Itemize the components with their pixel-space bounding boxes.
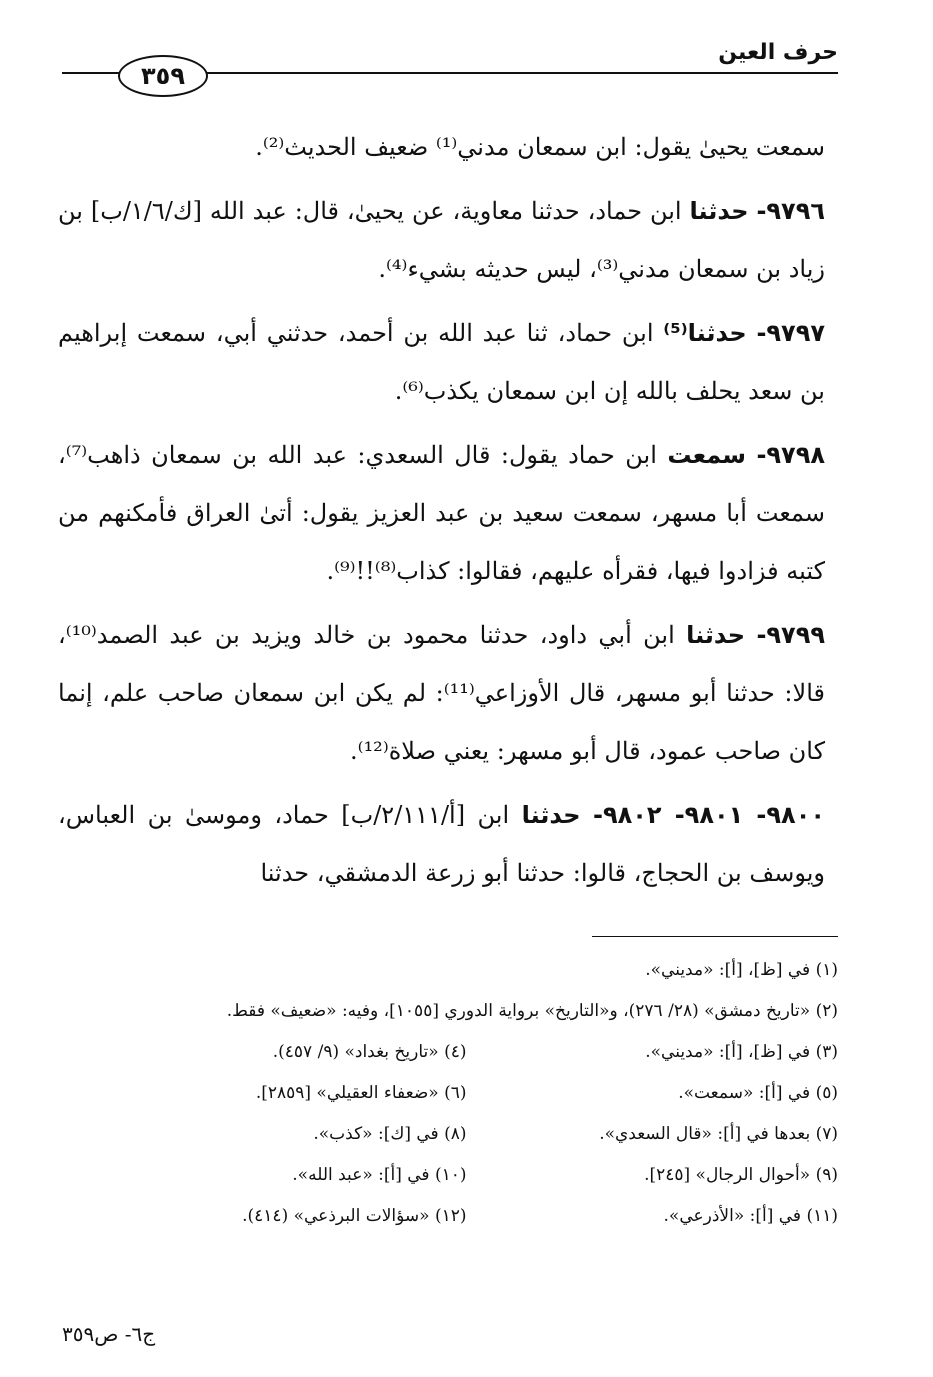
main-text bbox=[58, 118, 825, 908]
paragraph-continuation bbox=[58, 118, 825, 176]
footnotes bbox=[95, 950, 838, 1237]
hadith-number: ٩٧٩٧- bbox=[756, 319, 825, 347]
footnote-8: (٨) في [ك]: «كذب». bbox=[313, 1124, 467, 1144]
hadith-9799 bbox=[58, 606, 825, 780]
footnote-6: (٦) «ضعفاء العقيلي» [٢٨٥٩]. bbox=[255, 1083, 467, 1103]
footnote-11: (١١) في [أ]: «الأذرعي». bbox=[663, 1206, 838, 1226]
paragraph-text: ابن [أ/٢/١١١/ب] حماد، وموسىٰ بن العباس، ويوسف بن الحجاج، قالوا: حدثنا أبو زرعة الدمشقي، حدثنا bbox=[58, 801, 825, 887]
paragraph-text: ابن أبي داود، حدثنا محمود بن خالد ويزيد بن عبد الصمد⁽¹⁰⁾، قالا: حدثنا أبو مسهر، قال الأوزاعي⁽¹¹⁾: لم يكن ابن سمعان صاحب علم، إنما كان صاحب عمود، قال أبو مسهر: يعني صلاة⁽¹²⁾. bbox=[58, 621, 825, 765]
hadith-keyword: حدثنا bbox=[521, 801, 581, 829]
footnote-row bbox=[95, 1155, 838, 1196]
footnote-2: (٢) «تاريخ دمشق» (٢٨/ ٢٧٦)، و«التاريخ» برواية الدوري [١٠٥٥]، وفيه: «ضعيف» فقط. bbox=[226, 1001, 838, 1021]
hadith-number: ٩٧٩٦- bbox=[756, 197, 825, 225]
footnote-4: (٤) «تاريخ بغداد» (٩/ ٤٥٧). bbox=[272, 1042, 467, 1062]
footnote-5: (٥) في [أ]: «سمعت». bbox=[678, 1083, 838, 1103]
footnote-7: (٧) بعدها في [أ]: «قال السعدي». bbox=[599, 1124, 838, 1144]
hadith-9796 bbox=[58, 182, 825, 298]
footnote-1: (١) في [ظ]، [أ]: «مديني». bbox=[645, 960, 838, 980]
paragraph-text: ابن حماد، ثنا عبد الله بن أحمد، حدثني أبي، سمعت إبراهيم بن سعد يحلف بالله إن ابن سمعان يكذب⁽⁶⁾. bbox=[58, 319, 825, 405]
paragraph-text: ابن حماد يقول: قال السعدي: عبد الله بن سمعان ذاهب⁽⁷⁾، سمعت أبا مسهر، سمعت سعيد بن عبد العزيز يقول: أتىٰ العراق فأمكنهم من كتبه فزادوا فيها، فقرأه عليهم، فقالوا: كذاب⁽⁸⁾!!⁽⁹⁾. bbox=[58, 441, 825, 585]
footnote-12: (١٢) «سؤالات البرذعي» (٤١٤). bbox=[242, 1206, 467, 1226]
hadith-9797 bbox=[58, 304, 825, 420]
hadith-number: ٩٧٩٩- bbox=[756, 621, 825, 649]
footnote-10: (١٠) في [أ]: «عبد الله». bbox=[292, 1165, 467, 1185]
paragraph-text: سمعت يحيىٰ يقول: ابن سمعان مدني⁽¹⁾ ضعيف الحديث⁽²⁾. bbox=[255, 133, 825, 161]
footnote-rule bbox=[592, 936, 838, 937]
volume-page-reference: ج٦- ص٣٥٩ bbox=[62, 1322, 156, 1346]
hadith-keyword: حدثنا⁽⁵⁾ bbox=[663, 319, 747, 347]
footnote-row bbox=[95, 1114, 838, 1155]
footnote-9: (٩) «أحوال الرجال» [٢٤٥]. bbox=[644, 1165, 838, 1185]
hadith-number: ٩٧٩٨- bbox=[756, 441, 825, 469]
hadith-keyword: سمعت bbox=[667, 441, 746, 469]
chapter-title: حرف العين bbox=[718, 40, 838, 65]
footnote-row bbox=[95, 1196, 838, 1237]
paragraph-text: ابن حماد، حدثنا معاوية، عن يحيىٰ، قال: عبد الله [ك/١/٦/ب] بن زياد بن سمعان مدني⁽³⁾، ليس حديثه بشيء⁽⁴⁾. bbox=[58, 197, 825, 283]
footnote-row bbox=[95, 1032, 838, 1073]
page-number: ٣٥٩ bbox=[118, 55, 208, 97]
hadith-number: ٩٨٠٠- ٩٨٠١- ٩٨٠٢- bbox=[592, 801, 825, 829]
hadith-keyword: حدثنا bbox=[689, 197, 749, 225]
hadith-9800-9802 bbox=[58, 786, 825, 902]
footnote-row bbox=[95, 1073, 838, 1114]
hadith-keyword: حدثنا bbox=[686, 621, 746, 649]
footnote-3: (٣) في [ظ]، [أ]: «مديني». bbox=[645, 1042, 838, 1062]
hadith-9798 bbox=[58, 426, 825, 600]
